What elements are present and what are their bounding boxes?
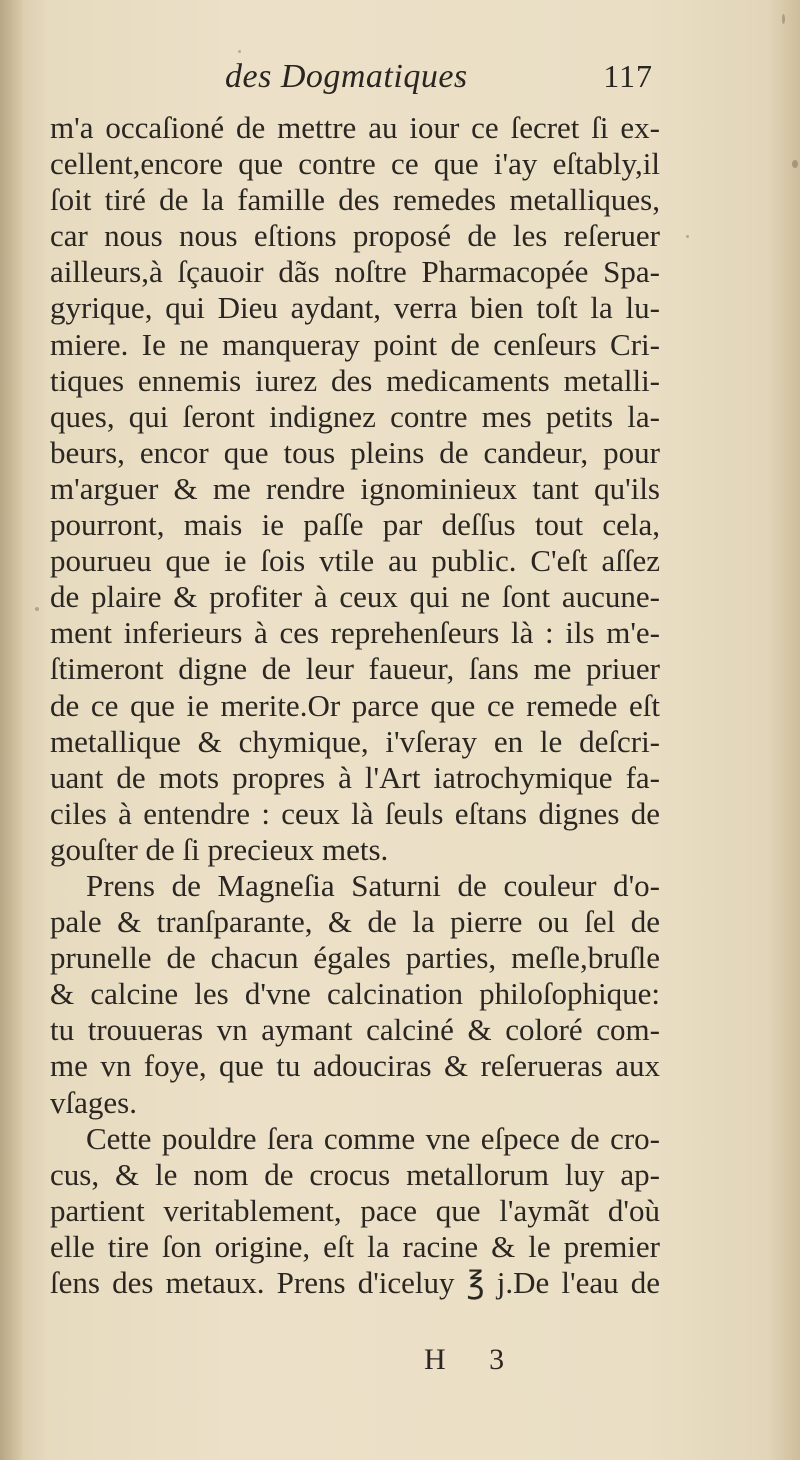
ink-speck [458,80,461,84]
text-line: miere. Ie ne manqueray point de cenſeurs Cri- [50,326,660,362]
text-line: cus, & le nom de crocus metallorum luy ap- [50,1156,660,1192]
body-text [50,110,660,1301]
text-line: de plaire & profiter à ceux qui ne ſont aucune- [50,579,660,615]
text-line: uant de mots propres à l'Art iatrochymique fa- [50,759,660,795]
text-line: vſages. [50,1084,137,1120]
running-title: des Dogmatiques [225,58,468,95]
text-line: cellent,encore que contre ce que i'ay eſtably,il [50,146,660,182]
ink-speck [782,14,785,24]
page-gutter [0,0,22,1460]
text-line: pourueu que ie ſois vtile au public. C'eſt aſſez [50,543,660,579]
text-line: pourront, mais ie paſſe par deſſus tout cela, [50,507,660,543]
text-line: tu trouueras vn aymant calciné & coloré com- [50,1012,660,1048]
text-line: ques, qui ſeront indignez contre mes petits la- [50,398,660,434]
text-line: ſtimeront digne de leur faueur, ſans me priuer [50,651,660,687]
text-line: gouſter de ſi precieux mets. [50,831,389,867]
text-line: gyrique, qui Dieu aydant, verra bien toſt la lu- [50,290,660,326]
text-line: ſoit tiré de la famille des remedes metalliques, [50,182,660,218]
text-line: beurs, encor que tous pleins de candeur, pour [50,434,660,470]
text-line: metallique & chymique, i'vſeray en le deſcri- [50,723,660,759]
text-line: m'a occaſioné de mettre au iour ce ſecret ſi ex- [50,110,660,145]
text-line: ailleurs,à ſçauoir dãs noſtre Pharmacopée Spa- [50,254,660,290]
text-line: Prens de Magneſia Saturni de couleur d'o- [86,867,660,903]
text-line: partient veritablement, pace que l'aymãt d'où [50,1192,660,1228]
text-line: me vn foye, que tu adouciras & reſerueras aux [50,1048,660,1084]
text-line: Cette pouldre ſera comme vne eſpece de cro- [86,1120,660,1156]
text-line: car nous nous eſtions proposé de les reſeruer [50,218,660,254]
text-line: pale & tranſparante, & de la pierre ou ſel de [50,904,660,940]
ink-speck [686,235,689,238]
page-number: 117 [603,58,653,94]
text-line: elle tire ſon origine, eſt la racine & le premier [50,1228,660,1264]
text-line: m'arguer & me rendre ignominieux tant qu'ils [50,470,660,506]
text-line: ment inferieurs à ces reprehenſeurs là : ils m'e- [50,615,660,651]
ink-speck [238,50,241,53]
page-header [225,58,665,110]
text-line: & calcine les d'vne calcination philoſophique: [50,976,660,1012]
ink-speck [792,160,798,168]
text-line: ciles à entendre : ceux là ſeuls eſtans dignes de [50,795,660,831]
text-line: ſens des metaux. Prens d'iceluy ℥ j.De l'eau de [50,1265,660,1300]
ink-speck [35,607,39,611]
text-line: tiques ennemis iurez des medicaments metalli- [50,362,660,398]
text-line: prunelle de chacun égales parties, meſle,bruſle [50,940,660,976]
text-line: de ce que ie merite.Or parce que ce remede eſt [50,687,660,723]
signature-mark: H 3 [424,1343,523,1376]
